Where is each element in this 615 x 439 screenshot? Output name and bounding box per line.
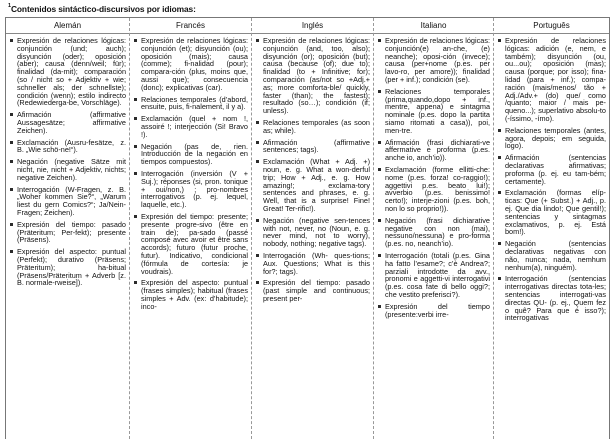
footnote-marker: 1 xyxy=(8,3,11,9)
list-item: Exclamación (What + Adj. +) noun, e. g. What a won-derful trip; How + Adj., e. g. How amazing!; exclama-tory sentences and phrases, e. g. Well, that is a surprise! Fine! Great! Ter-rific!). xyxy=(256,158,370,213)
list-item: Expresión del tiempo: presente; presente progre-sivo (être en train de); pa-sado (passé composé avec avoir et être sans accords); futuro (futur proche, futur). Indicativo, condicional (fórmula de cortesía: je voudrais). xyxy=(134,213,248,275)
list-item: Relaciones temporales (d’abord, ensuite, puis, fi-nalement, il y a). xyxy=(134,96,248,112)
list-item: Interrogación (Wh- ques-tions; Aux. Questions; What is this for?; tags). xyxy=(256,252,370,275)
column-items xyxy=(374,34,493,318)
list-item: Expresión de relaciones lógicas: conjunción(e) an-che, (e) neanche); oposi-ción (invece); causa (per+nome (p.es. per lavo-ro, per amore)); finalidad (per + inf.); condición (se). xyxy=(378,37,490,84)
column-frances xyxy=(130,18,252,439)
list-item: Exclamación (quel + nom !, assoiré !; interjección (Si! Bravo !). xyxy=(134,115,248,138)
list-item: Expresión del tiempo: pasado (Präteritum; Per-fekt); presente (Präsens). xyxy=(10,221,126,244)
list-item: Expresión del aspecto: puntual (frases simples); habitual (frases simples + Adv. (ex: d’habitude); inco- xyxy=(134,279,248,310)
column-header: Inglés xyxy=(252,18,373,34)
column-header: Português xyxy=(494,18,609,34)
list-item: Afirmación (frasi dichiarati-ve affermative e proforma (p.es. anche io, anch’io)). xyxy=(378,139,490,162)
list-item: Relaciones temporales (antes, agora, depois; em seguida, logo). xyxy=(498,127,606,150)
column-header: Francés xyxy=(130,18,251,34)
list-item: Afirmación (affirmative Aussagesätze; affirmative Zeichen). xyxy=(10,111,126,134)
list-item: Expresión del tiempo: pasado (past simple and continuous; present per- xyxy=(256,279,370,302)
column-portugues xyxy=(494,18,609,439)
list-item: Afirmación (sentencias declarativas afirmativas; proforma (p. ej. eu tam-bém; certamente). xyxy=(498,154,606,185)
list-item: Expresión de relaciones lógicas: conjunción (et); disyunción (ou); oposición (mais); causa (comme); fi-nalidad (pour); compara-ción (plus, moins que, aussi que); consecuencia (donc); explicativas (car). xyxy=(134,37,248,92)
list-item: Interrogación (sentencias interrogativas directas tota-les; sentencias interrogati-vas directas QU- (p. ej., Quem fez o quê? Para que é isso?); interrogativas xyxy=(498,275,606,322)
column-aleman xyxy=(6,18,130,439)
list-item: Interrogación (W-Fragen, z. B. „Woher kommen Sie?“, „Warum liest du gern Comics?“; Ja/Nein-Fragen; Zeichen). xyxy=(10,186,126,217)
column-items xyxy=(252,34,373,303)
list-item: Interrogación (totali (p.es. Gina ha fatto l’esame?; c’è Andrea?; parziali introdotte da avv., pronomi e aggetti-vi interrogativi (p.es. cosa fate di bello oggi?; che vestito preferisci?). xyxy=(378,252,490,299)
list-item: Negación (frasi dichiarative negative con non (mai), nessuno/nessuna) e pro-forma (p.es. no, neanch’io). xyxy=(378,217,490,248)
column-header: Italiano xyxy=(374,18,493,34)
list-item: Expresión de relaciones lógicas: conjunción (and, too, also); disyunción (or); oposición (but); causa (because (of); due to); finalidad (to + Infinitive; for); comparación (as/not so +Adj.+ as; more comforta-ble/ quickly, faster (than); the fastest); resultado (so…); condición (if; unless). xyxy=(256,37,370,115)
list-item: Afirmación (affirmative sentences; tags). xyxy=(256,139,370,155)
column-italiano xyxy=(374,18,494,439)
column-ingles xyxy=(252,18,374,439)
list-item: Negación (negative sen-tences with not, never, no (Noun, e. g. never mind, not to worry), nobody, nothing; negative tags). xyxy=(256,217,370,248)
list-item: Exclamación (Ausru-fesätze, z. B. „Wie schö-ne!“). xyxy=(10,139,126,155)
list-item: Expresión del aspecto: puntual (Perfekt); durativo (Präsens; Präteritum); ha-bitual (Präsens/Präteritum + Adverb [z. B. normale-rweise]). xyxy=(10,248,126,287)
list-item: Relaciones temporales (prima,quando,dopo + inf., mentre, appena) e sintagma nominale (p.es. dopo la partita siamo ritornati a casa)), poi, men-tre. xyxy=(378,88,490,135)
section-title-text: Contenidos sintáctico-discursivos por idiomas: xyxy=(10,4,196,14)
list-item: Negación (negative Sätze mit nicht, nie, nicht + Adjektiv, nichts; negative Zeichen). xyxy=(10,158,126,181)
column-items xyxy=(130,34,251,311)
list-item: Negación (pas de, rien. Introducción de la negación en tiempos compuestos). xyxy=(134,143,248,166)
list-item: Expresión de relaciones lógicas: conjunción (und; auch); disyunción (oder); oposición (aber); causa (denn/weil; für); finalidad (da-mit); comparación (so / nicht so + Adjektiv + wie; schneller als; der schnellste); condición (wenn); estilo indirecto (Redewiederga-be, Vorschläge). xyxy=(10,37,126,107)
list-item: Expresión del tiempo (presente:verbi irre- xyxy=(378,303,490,319)
column-items xyxy=(494,34,609,322)
list-item: Expresión de relaciones lógicas: adición (e, nem, e também); disyunción (ou, ou...ou); oposición (mas); causa (porque; por isso); fina-lidad (para + inf.); compa-ración (mais/menos/ tão + Adj./Adv.+ (do) que/ como /quanto; maior / mais pe-queno...); superlativo absolu-to (-íssimo, -ímo). xyxy=(498,37,606,123)
list-item: Exclamación (formas elíp-ticas: Que (+ Subst.) + Adj., p. ej. Que dia lindo!; Que gentil!); sentencias y sintagmas exclamativos, p. ej. Está bom!). xyxy=(498,189,606,236)
list-item: Relaciones temporales (as soon as; while). xyxy=(256,119,370,135)
column-header: Alemán xyxy=(6,18,129,34)
column-items xyxy=(6,34,129,287)
list-item: Exclamación (forme ellitti-che: nome (p.es. forza! co-raggio!); aggettivi p.es. beato lui!); avverbio (p.es. benissimo! certo!); interje-zioni (p.es. boh, non lo so proprio!)). xyxy=(378,166,490,213)
content-table xyxy=(5,17,610,439)
section-title xyxy=(8,4,196,14)
list-item: Interrogación (inversión (V + Suj.); réponses (si, pron. tonique + oui/non,) ; pro-nombres interrogativos (p. ej. lequel, laquelle, etc.). xyxy=(134,170,248,209)
list-item: Negación (sentencias declarativas negativas con não, nunca; nada, nemhum nenhum(a), ninguém). xyxy=(498,240,606,271)
